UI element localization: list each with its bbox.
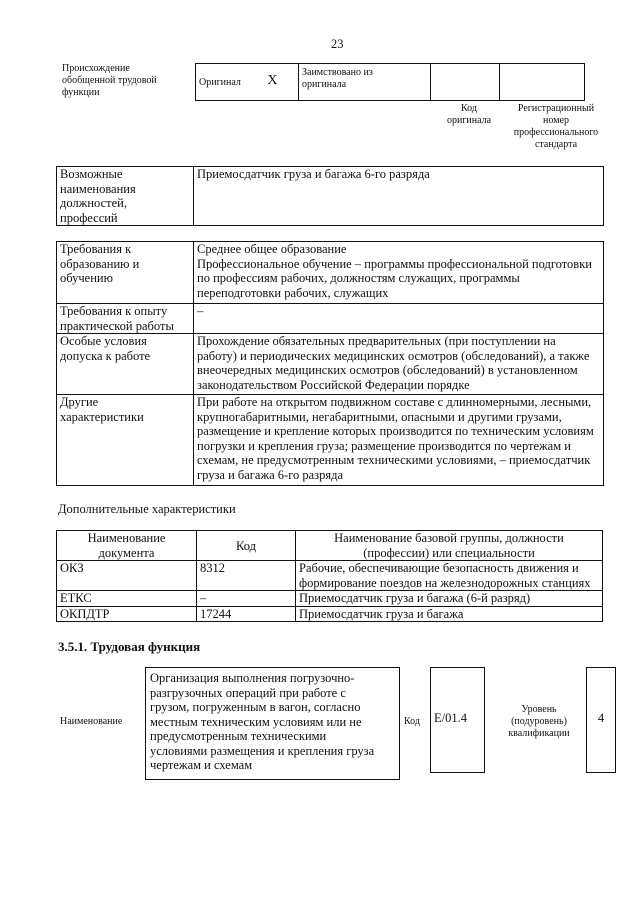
page-number: 23	[331, 37, 344, 51]
req-conditions-label: Особые условия допуска к работе	[57, 334, 194, 395]
positions-value: Приемосдатчик груза и багажа 6-го разряда	[194, 167, 604, 226]
additional-header-doc: Наименование документа	[57, 531, 197, 561]
origin-reg-cell	[500, 64, 585, 101]
table-row	[57, 606, 603, 622]
origin-label: Происхождение обобщенной трудовой функции	[62, 63, 157, 98]
additional-cell-code: 8312	[197, 561, 296, 591]
origin-original-label: Оригинал	[199, 77, 241, 88]
additional-cell-name: Рабочие, обеспечивающие безопасность движения и формирование поездов на железнодорожных станциях	[296, 561, 603, 591]
additional-table	[56, 530, 603, 622]
origin-reg-caption: Регистрационный номер профессионального стандарта	[513, 103, 599, 150]
additional-cell-doc: ЕТКС	[57, 591, 197, 607]
additional-cell-doc: ОКПДТР	[57, 606, 197, 622]
origin-original-cell	[196, 64, 299, 101]
function-name-label: Наименование	[60, 716, 123, 727]
additional-title: Дополнительные характеристики	[58, 502, 236, 516]
function-level-value: 4	[586, 667, 616, 773]
req-other-label: Другие характеристики	[57, 395, 194, 486]
function-code-value: E/01.4	[430, 667, 485, 773]
req-other-value: При работе на открытом подвижном составе с длинномерными, лесными, крупногабаритными, негабаритными, опасными и другими грузами, размещение и крепление которых производится по техническим условиям погрузки и крепления груза; размещение производится по чертежам и схемам, не предусмотренным техническими условиями, – приемосдатчик груза и багажа 6-го разряда	[194, 395, 604, 486]
origin-table	[195, 63, 585, 101]
function-level-label: Уровень (подуровень) квалификации	[508, 704, 570, 739]
table-row	[57, 561, 603, 591]
additional-cell-code: 17244	[197, 606, 296, 622]
table-row	[57, 591, 603, 607]
additional-cell-doc: ОКЗ	[57, 561, 197, 591]
req-education-label: Требования к образованию и обучению	[57, 242, 194, 304]
additional-cell-name: Приемосдатчик груза и багажа	[296, 606, 603, 622]
positions-table	[56, 166, 604, 226]
req-education-value: Среднее общее образование Профессиональное обучение – программы профессиональной подготовки по профессиям рабочих, должностям служащих, программы переподготовки рабочих, служащих	[194, 242, 604, 304]
origin-mark: X	[267, 73, 278, 88]
origin-code-caption: Код оригинала	[446, 103, 492, 126]
additional-header-name: Наименование базовой группы, должности (профессии) или специальности	[296, 531, 603, 561]
req-conditions-value: Прохождение обязательных предварительных (при поступлении на работу) и периодических медицинских осмотров (обследований), а также внеочередных медицинских осмотров (обследований) в установленном законодательством Российской Федерации порядке	[194, 334, 604, 395]
origin-code-cell	[431, 64, 500, 101]
function-name-value: Организация выполнения погрузочно- разгрузочных операций при работе с грузом, погруженным в вагон, согласно местным техническим условиям или не предусмотренным техническими условиями размещения и крепления груза чертежам и схемам	[145, 667, 400, 780]
positions-label: Возможные наименования должностей, профессий	[57, 167, 194, 226]
function-heading: 3.5.1. Трудовая функция	[58, 639, 201, 654]
origin-borrowed-cell: Заимствовано из оригинала	[299, 64, 431, 101]
additional-header-code: Код	[197, 531, 296, 561]
requirements-table	[56, 241, 604, 486]
additional-cell-code: –	[197, 591, 296, 607]
req-experience-value: –	[194, 304, 604, 334]
req-experience-label: Требования к опыту практической работы	[57, 304, 194, 334]
function-code-label: Код	[404, 716, 420, 727]
additional-cell-name: Приемосдатчик груза и багажа (6-й разряд)	[296, 591, 603, 607]
